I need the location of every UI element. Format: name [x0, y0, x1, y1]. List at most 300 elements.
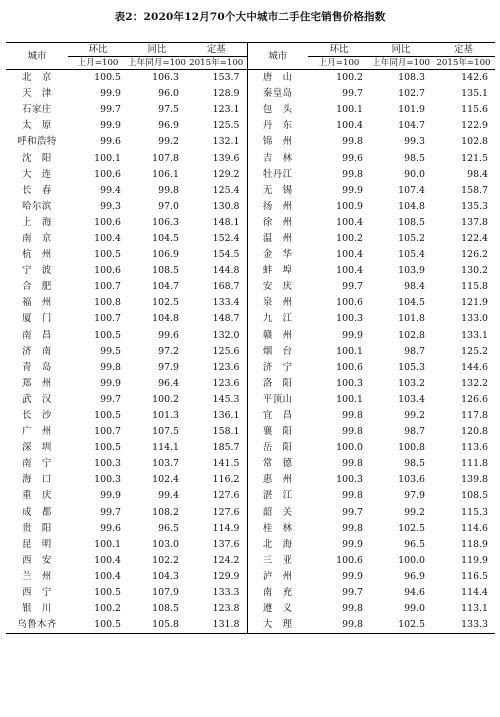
right-yoy-cell: 98.5 — [404, 458, 425, 470]
left-city-cell: 石家庄 — [22, 104, 52, 116]
left-city-cell: 哈尔滨 — [22, 200, 52, 212]
left-yoy-cell: 99.2 — [158, 136, 179, 148]
right-base-cell: 135.3 — [461, 200, 488, 212]
left-yoy-cell: 107.5 — [152, 426, 179, 438]
right-base-cell: 132.2 — [461, 377, 488, 389]
price-index-table — [6, 42, 495, 634]
right-yoy-cell: 99.0 — [404, 603, 425, 615]
left-mom-cell: 100.4 — [94, 554, 121, 566]
table-row — [6, 344, 495, 360]
right-city-cell: 惠 州 — [247, 472, 308, 488]
left-base-cell: 125.5 — [212, 120, 240, 132]
left-mom-cell: 99.6 — [100, 136, 121, 148]
right-mom-cell: 100.4 — [336, 265, 363, 277]
right-mom-cell: 100.4 — [336, 120, 363, 132]
header-base-sub-right: 2015年=100 — [436, 57, 491, 68]
left-mom-cell: 100.4 — [94, 232, 121, 244]
table-row — [6, 440, 495, 456]
left-mom-cell: 99.9 — [100, 377, 121, 389]
right-yoy-cell: 105.3 — [398, 361, 425, 373]
left-yoy-cell: 114.1 — [152, 442, 179, 454]
right-yoy-cell: 103.9 — [398, 265, 425, 277]
right-yoy-cell: 94.6 — [404, 587, 425, 599]
right-city-cell: 九 江 — [247, 311, 308, 327]
right-yoy-cell: 102.8 — [398, 329, 425, 341]
left-yoy-cell: 100.2 — [152, 393, 179, 405]
left-base-cell: 148.7 — [212, 313, 240, 325]
right-base-cell: 126.6 — [461, 393, 488, 405]
table-row — [6, 456, 495, 472]
left-yoy-cell: 99.6 — [158, 329, 179, 341]
left-mom-cell: 100.8 — [94, 297, 121, 309]
right-mom-cell: 99.7 — [342, 88, 363, 100]
right-city-cell: 赣 州 — [247, 328, 308, 344]
right-mom-cell: 99.8 — [342, 522, 363, 534]
left-base-cell: 125.6 — [212, 345, 240, 357]
left-base-cell: 136.1 — [212, 410, 240, 422]
left-mom-cell: 99.7 — [100, 104, 121, 116]
right-yoy-cell: 97.9 — [404, 490, 425, 502]
left-yoy-cell: 105.8 — [152, 619, 179, 631]
table-header — [6, 43, 495, 70]
right-city-cell: 唐 山 — [247, 70, 308, 87]
right-base-cell: 119.9 — [461, 554, 488, 566]
right-base-cell: 133.0 — [461, 313, 488, 325]
table-row — [6, 102, 495, 118]
right-base-cell: 116.5 — [461, 570, 488, 582]
right-city-cell: 泸 州 — [247, 569, 308, 585]
left-yoy-cell: 107.8 — [152, 152, 179, 164]
right-yoy-cell: 98.7 — [404, 426, 425, 438]
left-city-cell: 济 南 — [22, 345, 52, 357]
left-city-cell: 昆 明 — [22, 538, 52, 550]
right-base-cell: 130.2 — [461, 265, 488, 277]
right-mom-cell: 100.0 — [336, 442, 363, 454]
right-yoy-cell: 102.5 — [398, 619, 425, 631]
left-base-cell: 133.4 — [212, 297, 240, 309]
left-mom-cell: 100.6 — [94, 265, 121, 277]
left-base-cell: 158.1 — [212, 426, 240, 438]
right-yoy-cell: 102.7 — [398, 88, 425, 100]
left-mom-cell: 100.5 — [94, 442, 121, 454]
right-yoy-cell: 99.2 — [404, 506, 425, 518]
left-base-cell: 125.4 — [212, 184, 240, 196]
left-base-cell: 185.7 — [212, 442, 240, 454]
left-base-cell: 123.8 — [212, 603, 240, 615]
left-city-cell: 重 庆 — [22, 490, 52, 502]
right-yoy-cell: 104.5 — [398, 297, 425, 309]
right-mom-cell: 100.6 — [336, 297, 363, 309]
left-city-cell: 宁 波 — [22, 265, 52, 277]
left-yoy-cell: 102.5 — [152, 297, 179, 309]
right-city-cell: 岳 阳 — [247, 440, 308, 456]
left-yoy-cell: 108.5 — [152, 603, 179, 615]
right-mom-cell: 99.8 — [342, 458, 363, 470]
table-body — [6, 70, 495, 634]
table-row — [6, 183, 495, 199]
table-row — [6, 585, 495, 601]
right-mom-cell: 100.3 — [336, 474, 363, 486]
right-base-cell: 111.8 — [461, 458, 488, 470]
left-city-cell: 呼和浩特 — [17, 136, 57, 148]
right-yoy-cell: 96.9 — [404, 570, 425, 582]
right-yoy-cell: 104.8 — [398, 200, 425, 212]
right-city-cell: 泉 州 — [247, 295, 308, 311]
table-row — [6, 553, 495, 569]
right-yoy-cell: 107.4 — [398, 184, 425, 196]
right-yoy-cell: 101.9 — [398, 104, 425, 116]
left-mom-cell: 100.6 — [94, 168, 121, 180]
left-mom-cell: 100.1 — [94, 538, 121, 550]
left-yoy-cell: 108.2 — [152, 506, 179, 518]
right-mom-cell: 99.9 — [342, 570, 363, 582]
right-base-cell: 126.2 — [461, 249, 488, 261]
left-yoy-cell: 106.1 — [152, 168, 179, 180]
left-mom-cell: 100.3 — [94, 474, 121, 486]
right-base-cell: 115.3 — [461, 506, 488, 518]
left-city-cell: 北 京 — [22, 72, 52, 84]
right-city-cell: 湛 江 — [247, 488, 308, 504]
right-city-cell: 洛 阳 — [247, 376, 308, 392]
right-yoy-cell: 103.2 — [398, 377, 425, 389]
right-base-cell: 125.2 — [461, 345, 488, 357]
left-city-cell: 上 海 — [22, 216, 52, 228]
left-base-cell: 148.1 — [212, 216, 240, 228]
right-base-cell: 133.1 — [461, 329, 488, 341]
table-row — [6, 86, 495, 102]
table-row — [6, 537, 495, 553]
left-city-cell: 西 安 — [22, 554, 52, 566]
right-base-cell: 115.6 — [461, 104, 488, 116]
left-city-cell: 青 岛 — [22, 361, 52, 373]
right-city-cell: 徐 州 — [247, 215, 308, 231]
left-base-cell: 129.9 — [212, 570, 240, 582]
left-yoy-cell: 96.4 — [158, 377, 179, 389]
left-base-cell: 123.6 — [212, 361, 240, 373]
left-base-cell: 124.2 — [212, 554, 240, 566]
right-base-cell: 142.6 — [461, 72, 488, 84]
left-city-cell: 兰 州 — [22, 570, 52, 582]
header-mom-sub-left: 上月=100 — [77, 57, 119, 68]
right-mom-cell: 100.3 — [336, 313, 363, 325]
left-mom-cell: 100.2 — [94, 603, 121, 615]
right-yoy-cell: 99.3 — [404, 136, 425, 148]
header-base-sub-left: 2015年=100 — [189, 57, 244, 68]
left-base-cell: 144.8 — [212, 265, 240, 277]
right-city-cell: 南 充 — [247, 585, 308, 601]
right-city-cell: 牡丹江 — [247, 167, 308, 183]
table-row — [6, 376, 495, 392]
right-mom-cell: 100.2 — [336, 232, 363, 244]
right-base-cell: 158.7 — [461, 184, 488, 196]
table-row — [6, 601, 495, 617]
table-row — [6, 295, 495, 311]
right-yoy-cell: 103.4 — [398, 393, 425, 405]
left-yoy-cell: 99.8 — [158, 184, 179, 196]
left-yoy-cell: 97.5 — [158, 104, 179, 116]
right-city-cell: 丹 东 — [247, 118, 308, 134]
right-yoy-cell: 108.5 — [398, 216, 425, 228]
right-mom-cell: 99.8 — [342, 410, 363, 422]
left-city-cell: 成 都 — [22, 506, 52, 518]
right-city-cell: 秦皇岛 — [247, 86, 308, 102]
right-base-cell: 117.8 — [461, 410, 488, 422]
left-city-cell: 天 津 — [22, 88, 52, 100]
left-city-cell: 郑 州 — [22, 377, 52, 389]
right-base-cell: 139.8 — [461, 474, 488, 486]
right-yoy-cell: 104.7 — [398, 120, 425, 132]
right-mom-cell: 99.8 — [342, 603, 363, 615]
right-yoy-cell: 108.3 — [398, 72, 425, 84]
left-base-cell: 141.5 — [212, 458, 240, 470]
right-base-cell: 102.8 — [461, 136, 488, 148]
right-yoy-cell: 105.4 — [398, 249, 425, 261]
left-city-cell: 贵 阳 — [22, 522, 52, 534]
right-mom-cell: 99.6 — [342, 152, 363, 164]
left-mom-cell: 99.8 — [100, 361, 121, 373]
left-base-cell: 152.4 — [212, 232, 240, 244]
header-mom-right: 环比 — [308, 43, 370, 57]
right-city-cell: 烟 台 — [247, 344, 308, 360]
left-mom-cell: 100.6 — [94, 216, 121, 228]
right-city-cell: 扬 州 — [247, 199, 308, 215]
right-city-cell: 济 宁 — [247, 360, 308, 376]
right-mom-cell: 100.3 — [336, 377, 363, 389]
header-yoy-left: 同比 — [128, 43, 186, 57]
left-mom-cell: 100.5 — [94, 410, 121, 422]
right-base-cell: 98.4 — [467, 168, 488, 180]
right-mom-cell: 99.8 — [342, 426, 363, 438]
left-base-cell: 139.6 — [212, 152, 240, 164]
right-base-cell: 121.9 — [461, 297, 488, 309]
left-yoy-cell: 101.3 — [152, 410, 179, 422]
right-base-cell: 118.9 — [461, 538, 488, 550]
left-yoy-cell: 103.0 — [152, 538, 179, 550]
left-mom-cell: 99.6 — [100, 522, 121, 534]
left-yoy-cell: 103.7 — [152, 458, 179, 470]
right-yoy-cell: 100.0 — [398, 554, 425, 566]
right-base-cell: 144.6 — [461, 361, 488, 373]
right-yoy-cell: 98.5 — [404, 152, 425, 164]
right-base-cell: 133.3 — [461, 619, 488, 631]
left-base-cell: 132.1 — [212, 136, 240, 148]
right-base-cell: 122.4 — [461, 232, 488, 244]
left-base-cell: 116.2 — [212, 474, 240, 486]
header-yoy-sub-right: 上年同月=100 — [372, 57, 430, 68]
left-city-cell: 南 京 — [22, 232, 52, 244]
right-mom-cell: 100.1 — [336, 393, 363, 405]
right-city-cell: 襄 阳 — [247, 424, 308, 440]
right-base-cell: 113.1 — [461, 603, 488, 615]
right-mom-cell: 99.7 — [342, 587, 363, 599]
header-city-left: 城市 — [27, 50, 47, 62]
right-city-cell: 韶 关 — [247, 505, 308, 521]
left-mom-cell: 99.9 — [100, 490, 121, 502]
left-yoy-cell: 106.3 — [152, 216, 179, 228]
left-city-cell: 长 春 — [22, 184, 52, 196]
left-mom-cell: 99.9 — [100, 88, 121, 100]
left-yoy-cell: 97.2 — [158, 345, 179, 357]
right-yoy-cell: 100.8 — [398, 442, 425, 454]
right-yoy-cell: 105.2 — [398, 232, 425, 244]
left-mom-cell: 99.3 — [100, 200, 121, 212]
right-base-cell: 135.1 — [461, 88, 488, 100]
left-base-cell: 131.8 — [212, 619, 240, 631]
right-mom-cell: 99.9 — [342, 538, 363, 550]
left-base-cell: 137.6 — [212, 538, 240, 550]
left-city-cell: 大 连 — [22, 168, 52, 180]
left-mom-cell: 100.5 — [94, 249, 121, 261]
right-city-cell: 北 海 — [247, 537, 308, 553]
table-title: 表2：2020年12月70个大中城市二手住宅销售价格指数 — [114, 11, 386, 23]
header-base-right: 定基 — [432, 43, 495, 57]
left-city-cell: 长 沙 — [22, 410, 52, 422]
table-row — [6, 311, 495, 327]
left-base-cell: 123.6 — [212, 377, 240, 389]
right-city-cell: 桂 林 — [247, 521, 308, 537]
header-base-left: 定基 — [186, 43, 247, 57]
right-base-cell: 114.6 — [461, 522, 488, 534]
table-row — [6, 263, 495, 279]
table-row — [6, 199, 495, 215]
left-base-cell: 132.0 — [212, 329, 240, 341]
right-base-cell: 120.8 — [461, 426, 488, 438]
left-mom-cell: 100.5 — [94, 587, 121, 599]
header-mom-left: 环比 — [68, 43, 128, 57]
right-mom-cell: 100.1 — [336, 345, 363, 357]
left-yoy-cell: 108.5 — [152, 265, 179, 277]
right-city-cell: 宜 昌 — [247, 408, 308, 424]
left-yoy-cell: 104.3 — [152, 570, 179, 582]
right-mom-cell: 100.9 — [336, 200, 363, 212]
left-base-cell: 133.3 — [212, 587, 240, 599]
right-base-cell: 108.5 — [461, 490, 488, 502]
right-city-cell: 包 头 — [247, 102, 308, 118]
left-mom-cell: 99.7 — [100, 393, 121, 405]
left-base-cell: 168.7 — [212, 281, 240, 293]
left-base-cell: 145.3 — [212, 393, 240, 405]
left-mom-cell: 100.4 — [94, 570, 121, 582]
right-yoy-cell: 103.6 — [398, 474, 425, 486]
table-row — [6, 328, 495, 344]
right-yoy-cell: 98.4 — [404, 281, 425, 293]
right-city-cell: 蚌 埠 — [247, 263, 308, 279]
left-mom-cell: 99.5 — [100, 345, 121, 357]
right-city-cell: 温 州 — [247, 231, 308, 247]
left-yoy-cell: 104.5 — [152, 232, 179, 244]
left-base-cell: 129.2 — [212, 168, 240, 180]
left-yoy-cell: 99.4 — [158, 490, 179, 502]
table-row — [6, 134, 495, 150]
right-mom-cell: 99.9 — [342, 184, 363, 196]
table-row — [6, 521, 495, 537]
left-city-cell: 南 宁 — [22, 458, 52, 470]
right-city-cell: 三 亚 — [247, 553, 308, 569]
right-base-cell: 113.6 — [461, 442, 488, 454]
left-mom-cell: 100.7 — [94, 426, 121, 438]
right-mom-cell: 99.8 — [342, 168, 363, 180]
left-mom-cell: 100.1 — [94, 152, 121, 164]
left-yoy-cell: 107.9 — [152, 587, 179, 599]
right-base-cell: 115.8 — [461, 281, 488, 293]
left-base-cell: 123.1 — [212, 104, 240, 116]
left-yoy-cell: 102.2 — [152, 554, 179, 566]
right-city-cell: 大 理 — [247, 617, 308, 634]
left-city-cell: 杭 州 — [22, 249, 52, 261]
right-mom-cell: 99.8 — [342, 490, 363, 502]
right-base-cell: 122.9 — [461, 120, 488, 132]
right-city-cell: 吉 林 — [247, 150, 308, 166]
table-row — [6, 231, 495, 247]
left-city-cell: 深 圳 — [22, 442, 52, 454]
right-yoy-cell: 101.8 — [398, 313, 425, 325]
table-row — [6, 118, 495, 134]
header-yoy-right: 同比 — [370, 43, 432, 57]
table-row — [6, 424, 495, 440]
table-row — [6, 279, 495, 295]
left-mom-cell: 100.5 — [94, 329, 121, 341]
right-mom-cell: 100.2 — [336, 72, 363, 84]
table-row — [6, 70, 495, 87]
table-row — [6, 360, 495, 376]
right-city-cell: 锦 州 — [247, 134, 308, 150]
left-mom-cell: 100.7 — [94, 281, 121, 293]
table-row — [6, 247, 495, 263]
right-mom-cell: 99.7 — [342, 506, 363, 518]
table-row — [6, 215, 495, 231]
right-city-cell: 遵 义 — [247, 601, 308, 617]
left-yoy-cell: 104.8 — [152, 313, 179, 325]
right-mom-cell: 99.8 — [342, 619, 363, 631]
table-row — [6, 472, 495, 488]
table-row — [6, 392, 495, 408]
right-mom-cell: 100.1 — [336, 104, 363, 116]
left-mom-cell: 99.4 — [100, 184, 121, 196]
right-yoy-cell: 96.5 — [404, 538, 425, 550]
right-city-cell: 无 锡 — [247, 183, 308, 199]
header-city-right: 城市 — [247, 43, 308, 70]
left-base-cell: 154.5 — [212, 249, 240, 261]
left-city-cell: 福 州 — [22, 297, 52, 309]
left-city-cell: 西 宁 — [22, 587, 52, 599]
left-mom-cell: 99.9 — [100, 120, 121, 132]
left-city-cell: 太 原 — [22, 120, 52, 132]
right-city-cell: 平顶山 — [247, 392, 308, 408]
left-base-cell: 127.6 — [212, 490, 240, 502]
right-base-cell: 137.8 — [461, 216, 488, 228]
left-mom-cell: 100.5 — [94, 619, 121, 631]
right-city-cell: 金 华 — [247, 247, 308, 263]
table-row — [6, 569, 495, 585]
header-yoy-sub-left: 上年同月=100 — [128, 57, 186, 68]
left-mom-cell: 99.7 — [100, 506, 121, 518]
left-base-cell: 127.6 — [212, 506, 240, 518]
left-mom-cell: 100.5 — [94, 72, 121, 84]
table-row — [6, 150, 495, 166]
right-mom-cell: 99.8 — [342, 136, 363, 148]
left-base-cell: 153.7 — [212, 72, 240, 84]
left-city-cell: 合 肥 — [22, 281, 52, 293]
left-city-cell: 武 汉 — [22, 393, 52, 405]
table-row — [6, 617, 495, 634]
left-city-cell: 沈 阳 — [22, 152, 52, 164]
left-yoy-cell: 102.4 — [152, 474, 179, 486]
left-yoy-cell: 96.9 — [158, 120, 179, 132]
right-mom-cell: 100.4 — [336, 216, 363, 228]
header-mom-sub-right: 上月=100 — [318, 57, 360, 68]
left-city-cell: 海 口 — [22, 474, 52, 486]
right-base-cell: 114.4 — [461, 587, 488, 599]
